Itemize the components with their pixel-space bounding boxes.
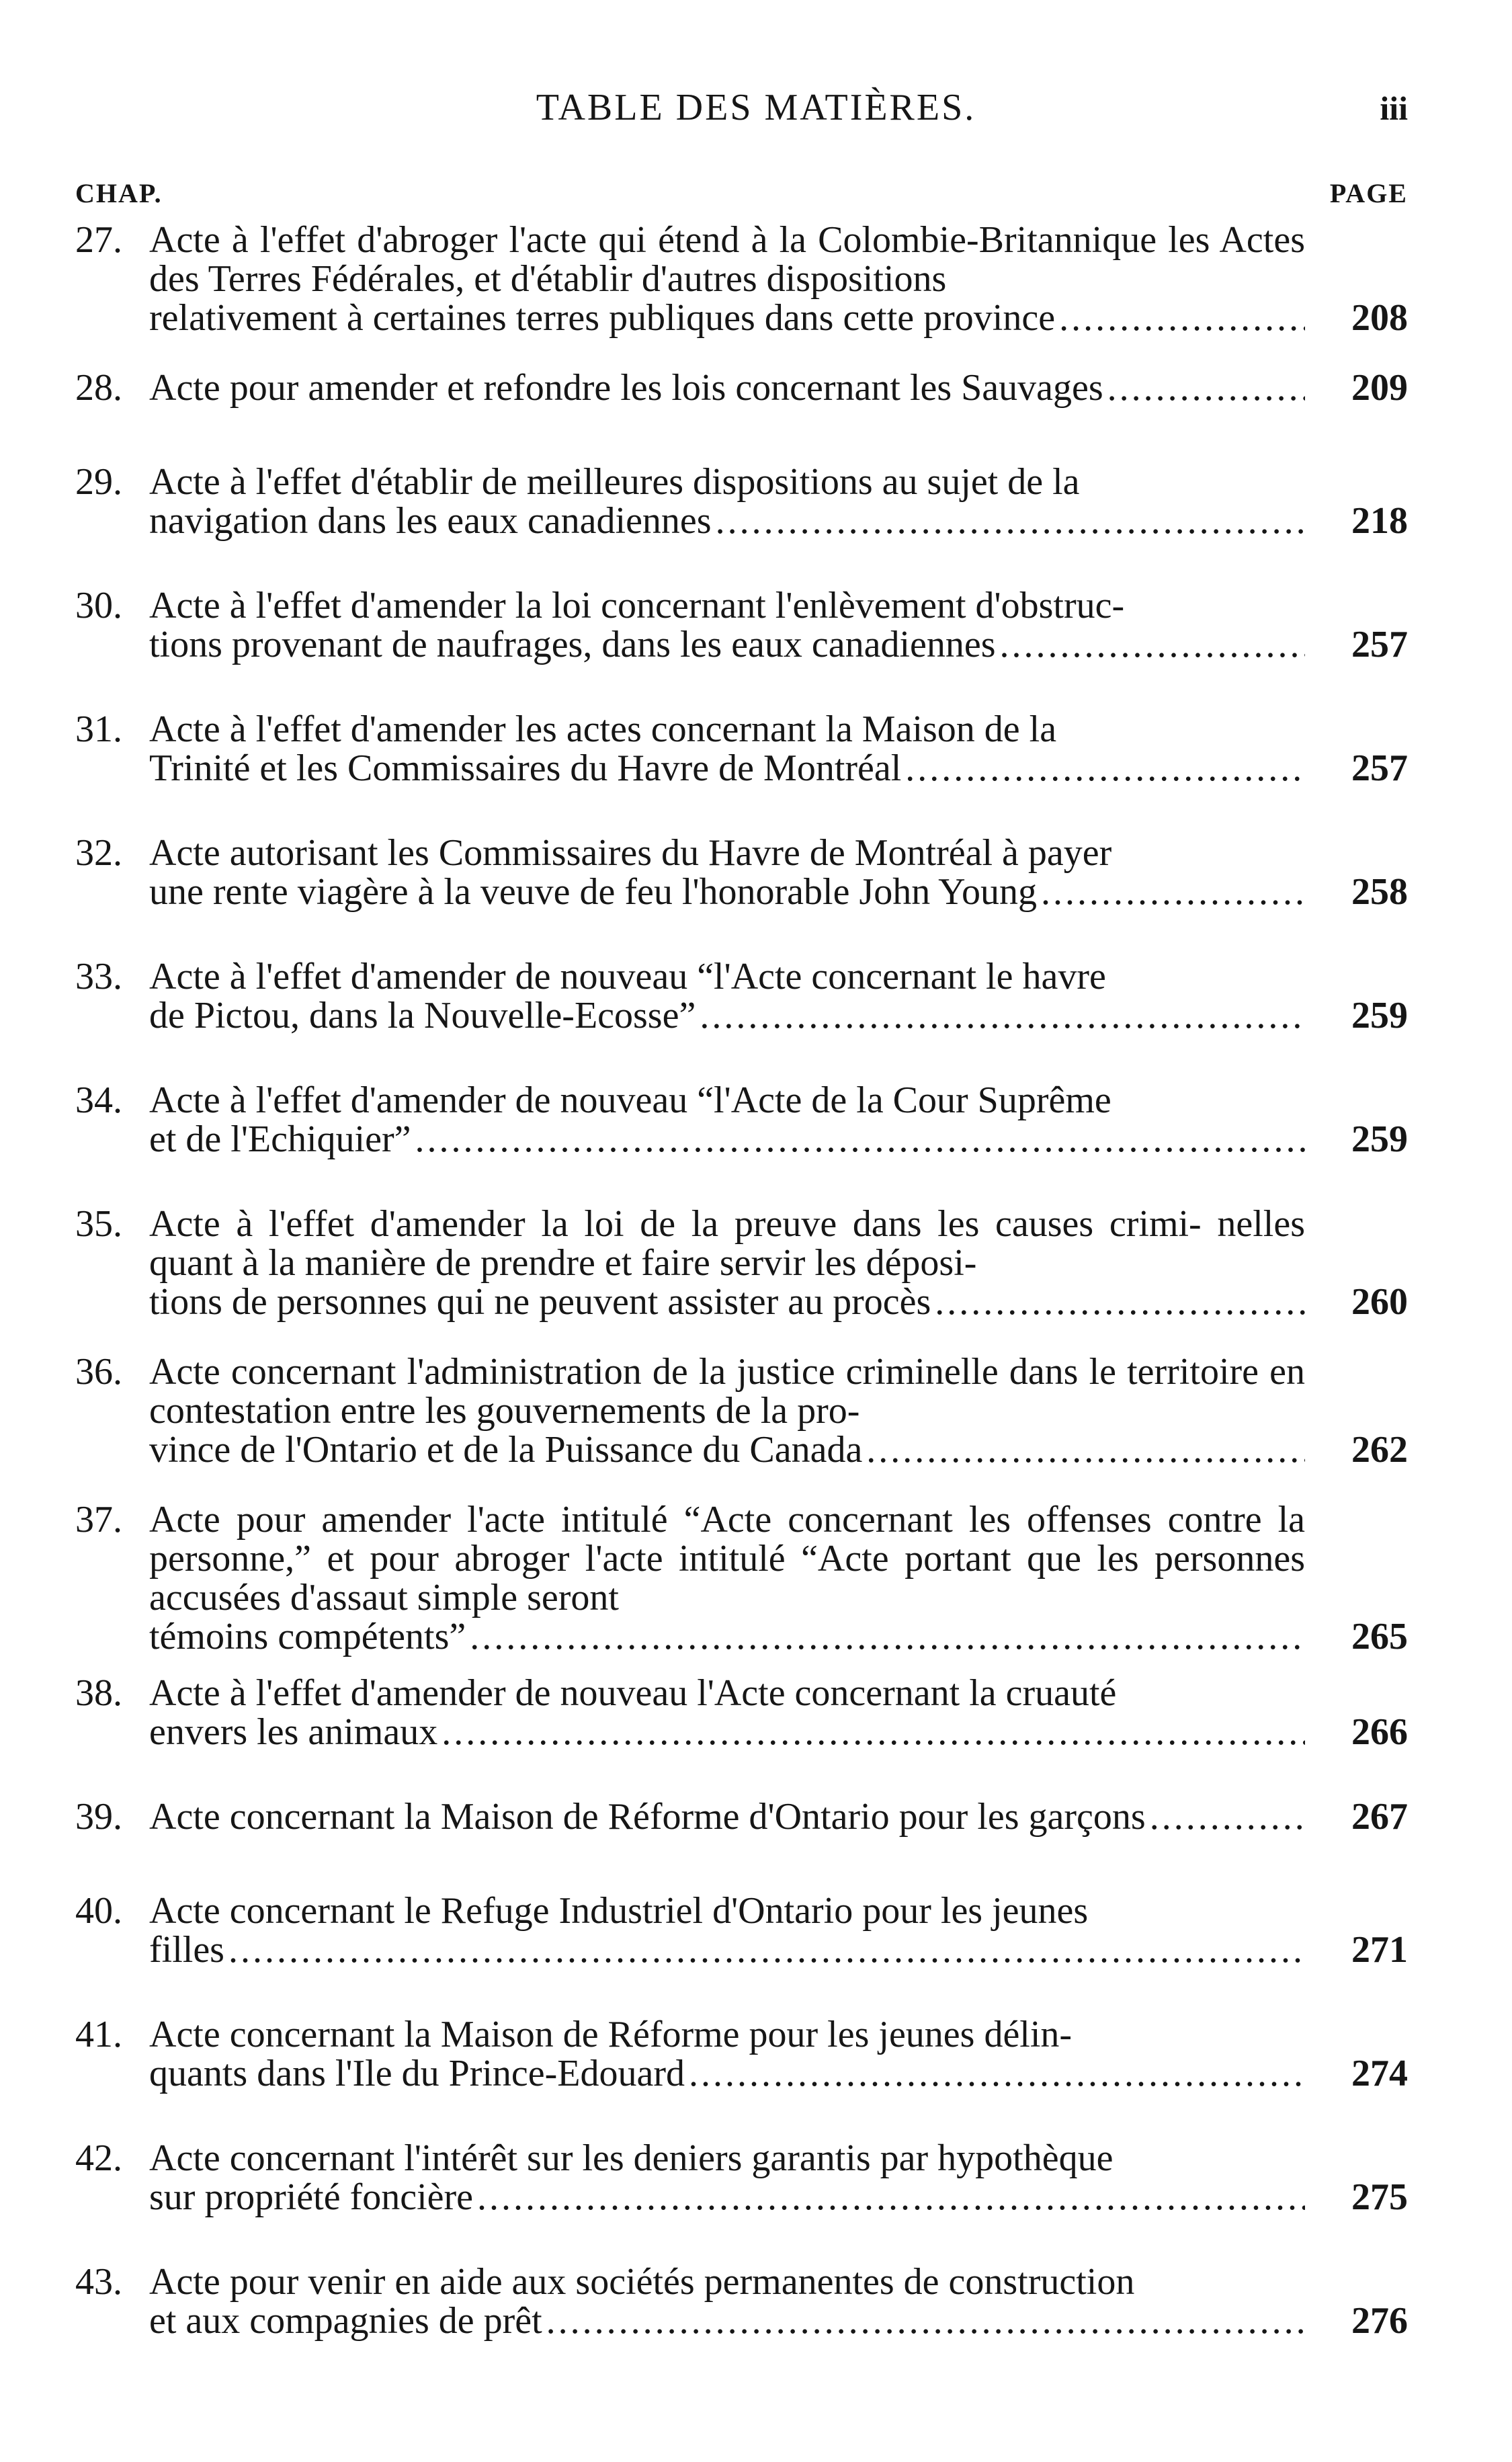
- dot-leader: [905, 749, 1305, 788]
- entry-title-text: Acte concernant la Maison de Réforme pour les jeunes délin-: [149, 2014, 1073, 2055]
- dot-leader: [477, 2178, 1305, 2217]
- entry-title-last-line: navigation dans les eaux canadiennes: [149, 500, 712, 542]
- contents-entry: [0, 1891, 1512, 2015]
- chapter-number: 31.: [75, 708, 122, 750]
- chapter-number: 29.: [75, 461, 122, 503]
- chapter-column-heading: CHAP.: [75, 178, 163, 208]
- entry-title-last-line: et de l'Echiquier”: [149, 1118, 411, 1160]
- entry-title-text: Acte à l'effet d'amender la loi concernant l'enlèvement d'obstruc-: [149, 585, 1125, 626]
- dot-leader: [866, 1430, 1305, 1469]
- contents-entry: [0, 1204, 1512, 1352]
- entry-title-last-line: témoins compétents”: [149, 1616, 466, 1657]
- dot-leader: [689, 2054, 1305, 2093]
- page-number: 275: [1351, 2176, 1408, 2218]
- entry-title: [149, 1797, 1305, 1836]
- dot-leader: [1059, 298, 1305, 337]
- contents-list: [0, 220, 1512, 2386]
- entry-title: [149, 2139, 1305, 2217]
- dot-leader: [546, 2301, 1305, 2340]
- chapter-number: 36.: [75, 1351, 122, 1393]
- entry-title-text: Acte à l'effet d'amender de nouveau “l'Acte de la Cour Suprême: [149, 1079, 1111, 1121]
- contents-entry: [0, 2015, 1512, 2139]
- entry-title: [149, 220, 1305, 337]
- entry-title-text: Acte pour venir en aide aux sociétés permanentes de construction: [149, 2261, 1135, 2303]
- entry-title: [149, 1674, 1305, 1752]
- entry-title: [149, 586, 1305, 664]
- chapter-number: 30.: [75, 585, 122, 626]
- page-folio: iii: [1380, 89, 1408, 127]
- dot-leader: [1000, 625, 1305, 664]
- entry-title-text: Acte concernant l'administration de la justice criminelle dans le territoire en contestation entre les gouvernements de la pro-: [149, 1351, 1305, 1432]
- dot-leader: [1150, 1797, 1305, 1836]
- contents-entry: [0, 1500, 1512, 1674]
- chapter-number: 37.: [75, 1499, 122, 1541]
- dot-leader: [935, 1282, 1305, 1321]
- entry-title-last-line: tions provenant de naufrages, dans les eaux canadiennes: [149, 624, 996, 665]
- entry-title-text: Acte à l'effet d'abroger l'acte qui étend à la Colombie-Britannique les Actes des Terres Fédérales, et d'établir d'autres dispositions: [149, 219, 1305, 300]
- contents-entry: [0, 368, 1512, 462]
- page-number: 257: [1351, 624, 1408, 665]
- contents-entry: [0, 1352, 1512, 1500]
- contents-entry: [0, 833, 1512, 957]
- contents-entry: [0, 710, 1512, 833]
- chapter-number: 39.: [75, 1796, 122, 1838]
- entry-title-last-line: Acte pour amender et refondre les lois concernant les Sauvages: [149, 367, 1103, 409]
- entry-title-text: Acte à l'effet d'amender la loi de la preuve dans les causes crimi- nelles quant à la manière de prendre et faire servir les déposi-: [149, 1203, 1305, 1284]
- dot-leader: [700, 996, 1305, 1035]
- chapter-number: 41.: [75, 2014, 122, 2055]
- entry-title: [149, 2015, 1305, 2093]
- entry-title-last-line: de Pictou, dans la Nouvelle-Ecosse”: [149, 995, 696, 1036]
- entry-title: [149, 1204, 1305, 1321]
- entry-title-last-line: Trinité et les Commissaires du Havre de Montréal: [149, 747, 902, 789]
- entry-title: [149, 957, 1305, 1035]
- entry-title-last-line: une rente viagère à la veuve de feu l'honorable John Young: [149, 871, 1038, 913]
- page-number: 271: [1351, 1929, 1408, 1971]
- contents-entry: [0, 1797, 1512, 1891]
- dot-leader: [470, 1617, 1305, 1656]
- entry-title-last-line: quants dans l'Ile du Prince-Edouard: [149, 2053, 685, 2094]
- entry-title-text: Acte à l'effet d'amender les actes concernant la Maison de la: [149, 708, 1057, 750]
- contents-entry: [0, 2139, 1512, 2262]
- chapter-number: 32.: [75, 832, 122, 874]
- entry-title: [149, 833, 1305, 911]
- chapter-number: 34.: [75, 1079, 122, 1121]
- dot-leader: [228, 1930, 1305, 1969]
- contents-entry: [0, 220, 1512, 368]
- entry-title: [149, 2262, 1305, 2340]
- page-column-heading: PAGE: [1329, 178, 1408, 208]
- running-title: TABLE DES MATIÈRES.: [536, 87, 976, 128]
- page-number: 262: [1351, 1429, 1408, 1471]
- page-number: 208: [1351, 297, 1408, 339]
- entry-title-last-line: sur propriété foncière: [149, 2176, 473, 2218]
- chapter-number: 33.: [75, 956, 122, 997]
- chapter-number: 28.: [75, 367, 122, 409]
- entry-title-last-line: Acte concernant la Maison de Réforme d'Ontario pour les garçons: [149, 1796, 1146, 1838]
- page-number: 218: [1351, 500, 1408, 542]
- entry-title: [149, 368, 1305, 407]
- contents-entry: [0, 586, 1512, 710]
- chapter-number: 38.: [75, 1672, 122, 1714]
- page-number: 267: [1351, 1796, 1408, 1838]
- entry-title: [149, 1352, 1305, 1469]
- dot-leader: [415, 1120, 1305, 1159]
- contents-entry: [0, 1674, 1512, 1797]
- entry-title: [149, 462, 1305, 540]
- chapter-number: 42.: [75, 2137, 122, 2179]
- contents-entry: [0, 1081, 1512, 1204]
- entry-title: [149, 1891, 1305, 1969]
- dot-leader: [716, 501, 1305, 540]
- page-number: 260: [1351, 1281, 1408, 1323]
- dot-leader: [442, 1713, 1305, 1752]
- entry-title: [149, 710, 1305, 788]
- page-number: 276: [1351, 2300, 1408, 2342]
- entry-title-text: Acte à l'effet d'établir de meilleures dispositions au sujet de la: [149, 461, 1080, 503]
- entry-title-text: Acte pour amender l'acte intitulé “Acte concernant les offenses contre la personne,” et pour abroger l'acte intitulé “Acte portant que les personnes accusées d'assaut simple seront: [149, 1499, 1305, 1618]
- entry-title-text: Acte concernant le Refuge Industriel d'Ontario pour les jeunes: [149, 1890, 1089, 1932]
- entry-title-last-line: envers les animaux: [149, 1711, 438, 1753]
- page-number: 259: [1351, 995, 1408, 1036]
- entry-title-last-line: relativement à certaines terres publiques dans cette province: [149, 297, 1056, 339]
- entry-title-last-line: et aux compagnies de prêt: [149, 2300, 542, 2342]
- chapter-number: 43.: [75, 2261, 122, 2303]
- page-number: 266: [1351, 1711, 1408, 1753]
- page-number: 265: [1351, 1616, 1408, 1657]
- contents-entry: [0, 957, 1512, 1081]
- entry-title: [149, 1500, 1305, 1656]
- chapter-number: 40.: [75, 1890, 122, 1932]
- contents-entry: [0, 2262, 1512, 2386]
- page-number: 274: [1351, 2053, 1408, 2094]
- chapter-number: 35.: [75, 1203, 122, 1245]
- page-number: 258: [1351, 871, 1408, 913]
- entry-title-text: Acte à l'effet d'amender de nouveau l'Acte concernant la cruauté: [149, 1672, 1117, 1714]
- entry-title-last-line: filles: [149, 1929, 224, 1971]
- entry-title-text: Acte autorisant les Commissaires du Havre de Montréal à payer: [149, 832, 1112, 874]
- entry-title: [149, 1081, 1305, 1159]
- chapter-number: 27.: [75, 219, 122, 261]
- dot-leader: [1107, 368, 1305, 407]
- page-number: 259: [1351, 1118, 1408, 1160]
- page-number: 209: [1351, 367, 1408, 409]
- dot-leader: [1041, 872, 1305, 911]
- entry-title-text: Acte concernant l'intérêt sur les deniers garantis par hypothèque: [149, 2137, 1114, 2179]
- entry-title-text: Acte à l'effet d'amender de nouveau “l'Acte concernant le havre: [149, 956, 1106, 997]
- entry-title-last-line: tions de personnes qui ne peuvent assister au procès: [149, 1281, 931, 1323]
- page-number: 257: [1351, 747, 1408, 789]
- entry-title-last-line: vince de l'Ontario et de la Puissance du Canada: [149, 1429, 863, 1471]
- contents-entry: [0, 462, 1512, 586]
